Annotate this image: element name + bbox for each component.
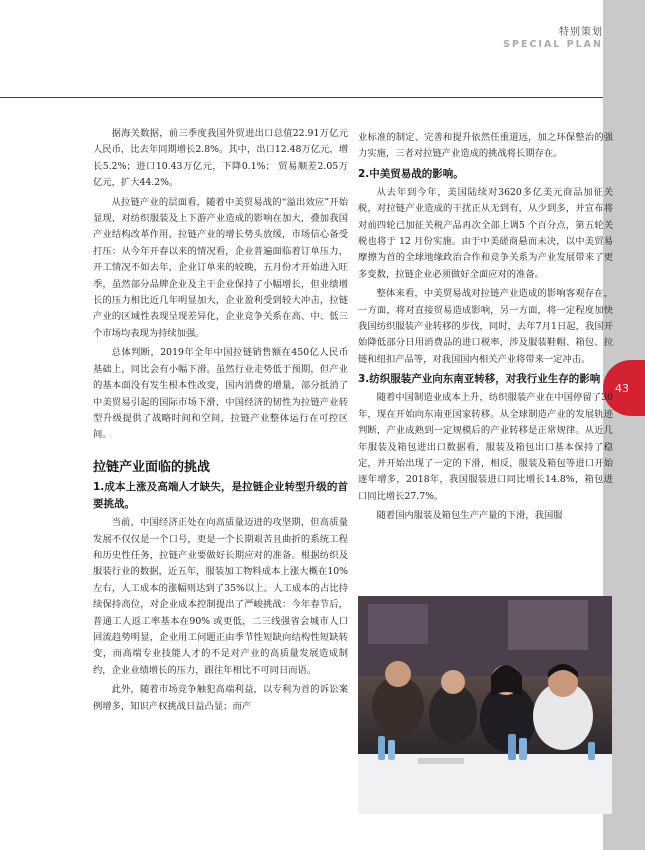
paragraph: 当前，中国经济正处在向高质量迈进的攻坚期，但高质量发展不仅仅是一个口号，更是一个长期艰苦且曲折的系统工程和历史性任务，拉链产业要做好长期应对的准备。根据纺织及服装行业的数据，近五年，服装加工物料成本上涨大概在10%左右，人工成本的涨幅则达到了35%以上。人工成本的占比持续保持高位，对企业成本控制提出了严峻挑战：今年春节后，普通工人返工率基本在90% 或更低，二三线强省会城市人口回流趋势明显，企业用工问题正由季节性短缺向结构性短缺转变，而高端专业技能人才的不足对产业的高质量发展造成制约，企业业绩增长的压力，跟往年相比不可同日而语。 [93, 517, 348, 676]
audience-head [441, 670, 465, 694]
table-cloth [358, 754, 612, 814]
left-column [93, 126, 348, 718]
section-name-en: SPECIAL PLAN [503, 39, 603, 50]
header-rule [0, 97, 603, 98]
paragraph: 总体判断，2019年全年中国拉链销售额在450亿人民币基础上，同比会有小幅下滑。虽然行业走势低于预期，但产业的基本面没有发生根本性改变，国内消费的增量，部分抵消了中美贸易引起的国际市场下滑，中国经济的韧性为拉链产业转型升级提供了战略时间和空间，拉链产业整体运行在可控区间。 [93, 347, 348, 441]
paragraph: 业标准的制定、完善和提升依然任重道远，加之环保整治的强力实施，三者对拉链产业造成的挑战将长期存在。 [358, 132, 613, 160]
screen-shape [368, 604, 428, 644]
paragraph: 随着中国制造业成本上升，纺织服装产业在中国停留了30年，现在开始向东南亚国家转移。从全球制造产业的发展轨迹判断，产业成熟到一定规模后的产业转移是正常规律。从近几年服装及箱包进出口数据看，服装及箱包出口基本保持了稳定，并开始出现了一定的下滑，相反，服装及箱包等进口开始逐年增多，2018年，我国服装进口同比增长14.8%，箱包进口同比增长27.7%。 [358, 392, 613, 502]
subheading: 1.成本上涨及高端人才缺失，是拉链企业转型升级的首要挑战。 [93, 481, 348, 511]
paragraph: 从拉链产业的层面看，随着中美贸易战的“溢出效应”开始显现，对纺织服装及上下游产业造成的影响在加大，叠加我国产业结构改革作用，拉链产业的增长势头放缓，市场信心备受打压：从今年开春以来的情况看，企业普遍面临着订单压力，开工情况不如去年，企业订单来的较晚，五月份才开始进入旺季，虽然部分品牌企业及主干企业保持了小幅增长，但业绩增长的压力相比近几年明显加大，企业盈利受到较大冲击，拉链产业的区域性表现呈现差异化，企业竞争关系在高、中、低三个市场均表现为持续加强。 [93, 196, 348, 339]
water-bottle [378, 736, 385, 760]
section-heading: 拉链产业面临的挑战 [93, 459, 211, 475]
section-name-cn: 特别策划 [559, 27, 603, 38]
subheading: 3.纺织服装产业向东南亚转移，对我行业生存的影响 [358, 373, 601, 386]
page-number: 43 [615, 381, 629, 395]
water-bottle [388, 740, 395, 760]
paragraph: 此外，随着市场竞争触犯高端利益，以专利为首的诉讼案例增多，知识产权挑战日益凸显；而产 [93, 684, 348, 712]
water-bottle [508, 734, 516, 760]
water-bottle [588, 742, 595, 760]
paragraph: 随着国内服装及箱包生产产量的下滑，我国服 [376, 510, 563, 522]
right-column [358, 130, 613, 528]
paragraph: 据海关数据，前三季度我国外贸进出口总值22.91万亿元人民币，比去年同期增长2.8%。其中，出口12.48万亿元，增长5.2%；进口10.43万亿元，下降0.1%； 贸易顺差2.05万亿元，扩大44.2%。 [93, 128, 348, 189]
subheading: 2.中美贸易战的影响。 [358, 167, 464, 180]
conference-photo [358, 596, 612, 814]
paragraph: 从去年到今年，美国陆续对3620多亿美元商品加征关税，对拉链产业造成的干扰正从无到有，从少到多，并宣布将对前四轮已加征关税产品再次全部上调5 个百分点，第五轮关税也将于 12 月份实施。由于中美磋商悬而未决，以中美贸易摩擦为首的全球地缘政治合作和竞争关系为产业发展带来了更多变数，拉链企业必须做好全面应对的准备。 [358, 186, 613, 280]
paragraph: 整体来看，中美贸易战对拉链产业造成的影响客观存在，一方面，将对直接贸易造成影响，另一方面，将一定程度加快我国纺织服装产业转移的步伐，同时，去年7月1日起，我国开始降低部分日用消费品的进口税率，涉及服装鞋帽、箱包、拉链和纽扣产品等，对我国国内相关产业将带来一定冲击。 [358, 288, 613, 365]
conference-photo-illustration [358, 596, 612, 814]
audience-head [385, 661, 411, 687]
screen-shape [508, 600, 588, 650]
water-bottle [519, 738, 527, 760]
laptop-shape [418, 758, 464, 764]
